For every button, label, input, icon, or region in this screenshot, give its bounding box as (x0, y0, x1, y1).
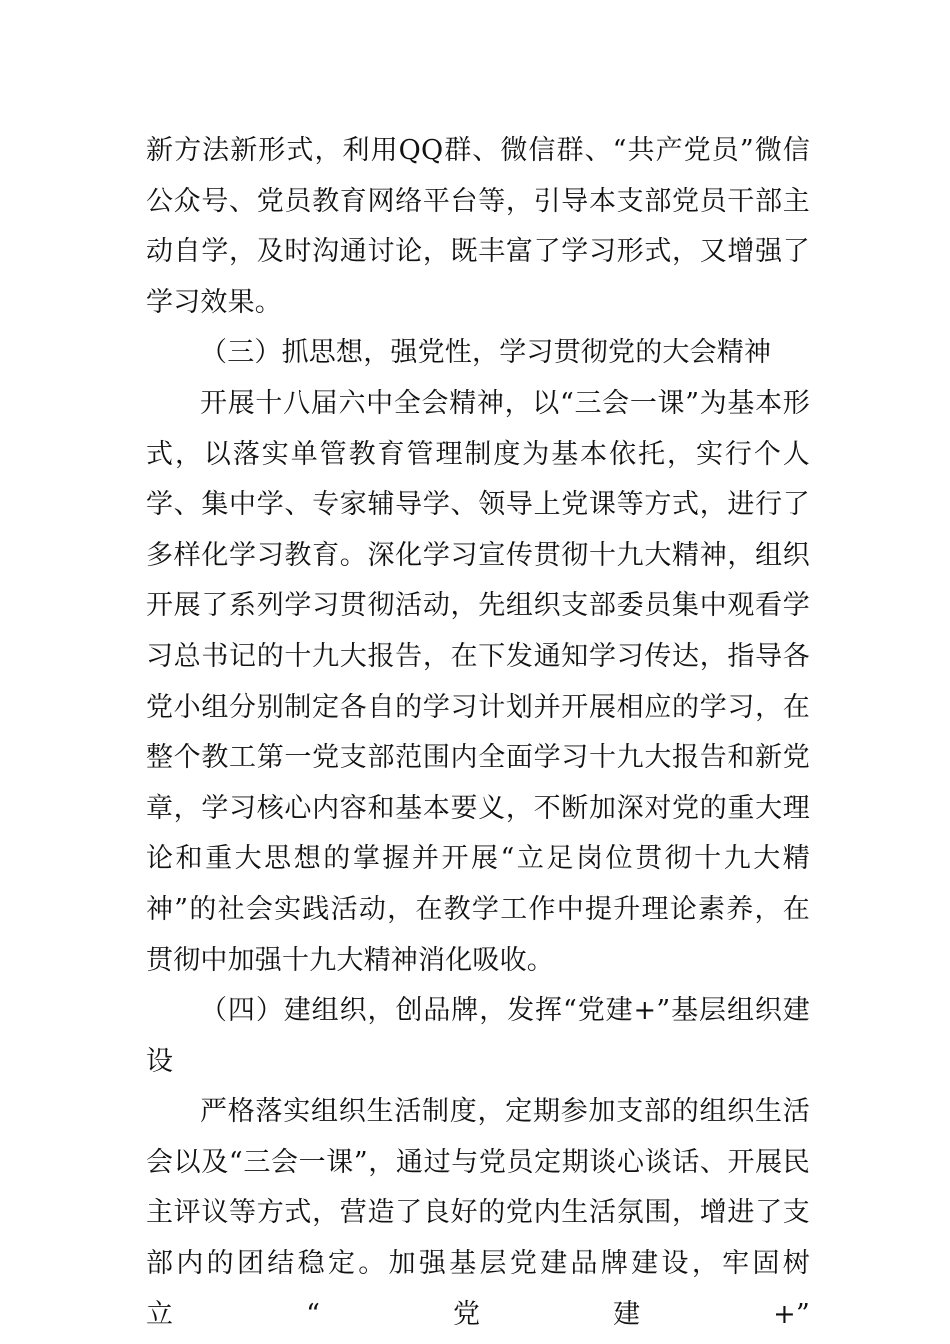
section-heading-4: （四）建组织，创品牌，发挥“党建+”基层组织建设 (146, 995, 810, 1077)
paragraph-section-3-body: 开展十八届六中全会精神，以“三会一课”为基本形式，以落实单管教育管理制度为基本依托，实行个人学、集中学、专家辅导学、领导上党课等方式，进行了多样化学习教育。深化学习宣传贯彻十九大精神，组织开展了系列学习贯彻活动，先组织支部委员集中观看学习总书记的十九大报告，在下发通知学习传达，指导各党小组分别制定各自的学习计划并开展相应的学习，在整个教工第一党支部范围内全面学习十九大报告和新党章，学习核心内容和基本要义，不断加深对党的重大理论和重大思想的掌握并开展“立足岗位贯彻十九大精神”的社会实践活动，在教学工作中提升理论素养，在贯彻中加强十九大精神消化吸收。 (146, 387, 810, 976)
section-heading-3: （三）抓思想，强党性，学习贯彻党的大会精神 (200, 337, 772, 369)
paragraph-section-4-body: 严格落实组织生活制度，定期参加支部的组织生活会以及“三会一课”，通过与党员定期谈心谈话、开展民主评议等方式，营造了良好的党内生活氛围，增进了支部内的团结稳定。加强基层党建品牌建设，牢固树立“党建+” (146, 1096, 810, 1330)
document-body (146, 126, 810, 1340)
paragraph-continuation: 新方法新形式，利用QQ群、微信群、“共产党员”微信公众号、党员教育网络平台等，引导本支部党员干部主动自学，及时沟通讨论，既丰富了学习形式，又增强了学习效果。 (146, 135, 810, 318)
